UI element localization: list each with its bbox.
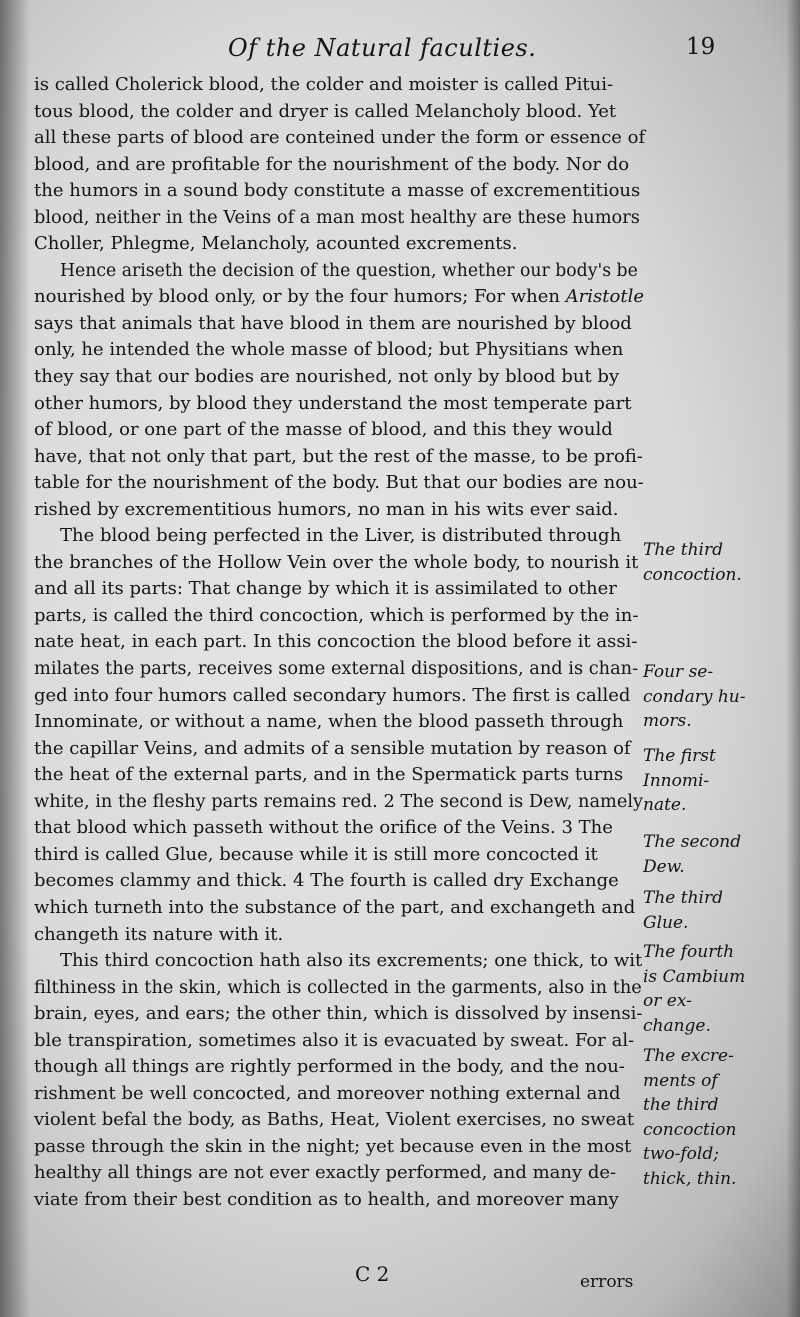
text-line: nate heat, in each part. In this concoction the blood before it assi- <box>34 631 638 653</box>
text-line: the humors in a sound body constitute a masse of excrementitious <box>34 180 641 202</box>
margin-note-line: concoction <box>643 1119 737 1140</box>
text-line: is called Cholerick blood, the colder and moister is called Pitui- <box>34 74 614 95</box>
text-line: tous blood, the colder and dryer is called Melancholy blood. Yet <box>34 100 617 122</box>
text-line: Innominate, or without a name, when the blood passeth through <box>34 711 624 733</box>
margin-note-line: The first <box>643 746 716 766</box>
margin-note-line: change. <box>643 1015 711 1036</box>
text-line: ble transpiration, sometimes also it is evacuated by sweat. For al- <box>34 1029 635 1051</box>
text-line: they say that our bodies are nourished, not only by blood but by <box>34 366 620 388</box>
margin-note-line: ments of <box>643 1070 718 1091</box>
text-line: milates the parts, receives some external dispositions, and is chan- <box>34 659 639 680</box>
text-line: rishment be well concocted, and moreover nothing external and <box>34 1082 621 1104</box>
text-line: other humors, by blood they understand the most temperate part <box>34 392 632 414</box>
text-line: brain, eyes, and ears; the other thin, which is dissolved by insensi- <box>34 1003 643 1025</box>
margin-note-third-glue <box>643 886 793 935</box>
text-line: blood, and are profitable for the nourishment of the body. Nor do <box>34 153 630 175</box>
main-text <box>34 72 644 1214</box>
margin-note-line: concoction. <box>643 564 742 585</box>
page-gutter-shadow <box>0 0 30 1317</box>
text-line: table for the nourishment of the body. But that our bodies are nou- <box>34 472 644 494</box>
text-line: ged into four humors called secondary humors. The first is called <box>34 684 631 706</box>
text-line: the capillar Veins, and admits of a sensible mutation by reason of <box>34 737 631 759</box>
text-line: of blood, or one part of the masse of blood, and this they would <box>34 419 613 441</box>
text-line: third is called Glue, because while it is still more concocted it <box>34 843 598 865</box>
margin-note-line: two-fold; <box>643 1144 719 1164</box>
text-line: changeth its nature with it. <box>34 923 284 945</box>
margin-note-second-dew <box>643 830 793 879</box>
margin-note-third-concoction <box>643 538 793 587</box>
margin-note-line: Dew. <box>643 856 685 877</box>
text-line: the heat of the external parts, and in the Spermatick parts turns <box>34 764 624 786</box>
margin-note-line: condary hu- <box>643 686 746 707</box>
signature-mark: C 2 <box>355 1262 390 1286</box>
text-line: Hence ariseth the decision of the question, whether our body's be <box>60 260 638 281</box>
text-line: have, that not only that part, but the rest of the masse, to be profi- <box>34 445 643 467</box>
margin-note-line: or ex- <box>643 991 692 1011</box>
text-line: says that animals that have blood in them are nourished by blood <box>34 312 632 334</box>
running-head: Of the Natural faculties. <box>228 34 537 62</box>
page-number: 19 <box>686 34 716 60</box>
margin-note-line: The second <box>643 832 742 852</box>
italic-name: Aristotle <box>565 286 644 308</box>
margin-note-line: The third <box>643 540 723 560</box>
text-line: all these parts of blood are conteined under the form or essence of <box>34 127 646 149</box>
margin-note-line: The third <box>643 888 723 908</box>
text-line: Choller, Phlegme, Melancholy, acounted excrements. <box>34 233 518 255</box>
text-line: though all things are rightly performed in the body, and the nou- <box>34 1056 625 1078</box>
margin-note-first-innominate <box>643 744 793 818</box>
text-line: healthy all things are not ever exactly performed, and many de- <box>34 1162 617 1184</box>
margin-note-four-secondary-humors <box>643 660 793 734</box>
text-line: viate from their best condition as to health, and moreover many <box>34 1188 619 1210</box>
margin-note-line: The fourth <box>643 942 735 962</box>
text-line: the branches of the Hollow Vein over the whole body, to nourish it <box>34 551 639 573</box>
margin-note-line: Four se- <box>643 662 714 682</box>
margin-note-line: mors. <box>643 711 692 731</box>
margin-note-fourth-cambium <box>643 940 793 1038</box>
margin-note-line: The excre- <box>643 1046 734 1066</box>
margin-note-line: the third <box>643 1095 719 1115</box>
catchword: errors <box>580 1272 634 1292</box>
text-line: The blood being perfected in the Liver, is distributed through <box>60 525 622 547</box>
text-line: blood, neither in the Veins of a man most healthy are these humors <box>34 207 640 228</box>
text-line: nourished by blood only, or by the four humors; For when Aristotle <box>34 286 644 308</box>
margin-note-line: thick, thin. <box>643 1168 737 1189</box>
text-line: that blood which passeth without the orifice of the Veins. 3 The <box>34 817 613 839</box>
text-line: parts, is called the third concoction, which is performed by the in- <box>34 604 639 626</box>
text-line: becomes clammy and thick. 4 The fourth is called dry Exchange <box>34 870 619 892</box>
margin-note-line: is Cambium <box>643 966 746 987</box>
text-line: This third concoction hath also its excrements; one thick, to wit <box>60 950 643 972</box>
text-line: violent befal the body, as Baths, Heat, Violent exercises, no sweat <box>34 1109 635 1131</box>
text-line: filthiness in the skin, which is collected in the garments, also in the <box>34 977 642 998</box>
text-line: only, he intended the whole masse of blood; but Physitians when <box>34 339 624 361</box>
text-line: passe through the skin in the night; yet because even in the most <box>34 1135 632 1157</box>
text-line: rished by excrementitious humors, no man in his wits ever said. <box>34 498 619 520</box>
text-line: white, in the fleshy parts remains red. 2 The second is Dew, namely <box>34 791 644 812</box>
margin-note-excrements-twofold <box>643 1044 793 1191</box>
margin-note-line: Innomi- <box>643 770 710 791</box>
text-line: which turneth into the substance of the part, and exchangeth and <box>34 896 636 918</box>
text-line: and all its parts: That change by which it is assimilated to other <box>34 578 617 600</box>
margin-note-line: Glue. <box>643 912 689 933</box>
margin-note-line: nate. <box>643 795 687 815</box>
